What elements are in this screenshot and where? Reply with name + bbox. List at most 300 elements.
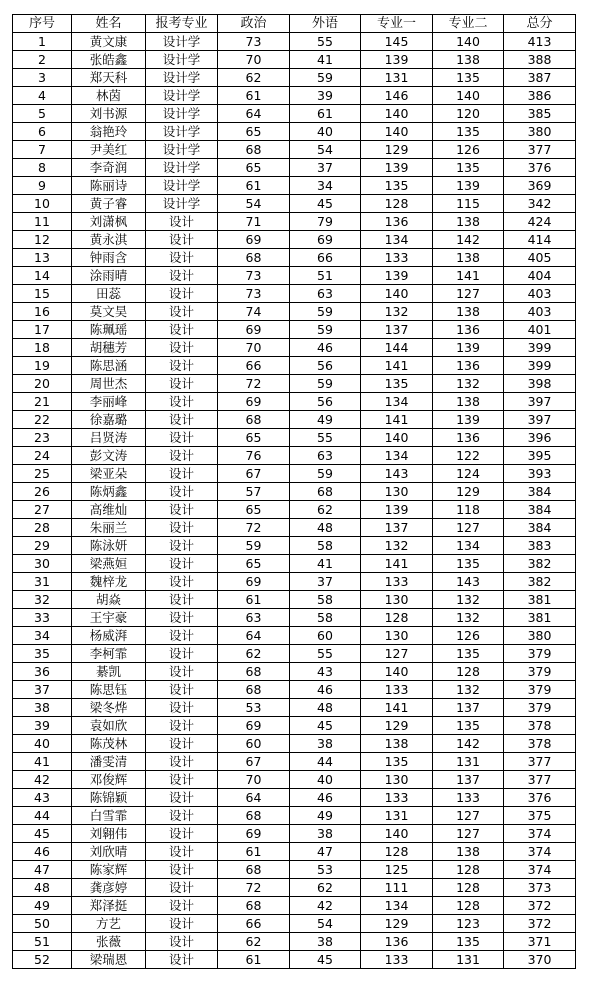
cell-total: 414 <box>504 231 576 249</box>
cell-politics: 74 <box>218 303 290 321</box>
cell-foreign-language: 55 <box>290 645 361 663</box>
cell-foreign-language: 44 <box>290 753 361 771</box>
cell-subject-two: 128 <box>433 879 504 897</box>
cell-major: 设计 <box>146 429 218 447</box>
cell-index: 20 <box>13 375 72 393</box>
cell-foreign-language: 46 <box>290 789 361 807</box>
table-row <box>13 285 576 303</box>
cell-subject-one: 128 <box>361 609 433 627</box>
cell-index: 5 <box>13 105 72 123</box>
cell-major: 设计 <box>146 663 218 681</box>
cell-major: 设计学 <box>146 69 218 87</box>
cell-foreign-language: 60 <box>290 627 361 645</box>
cell-index: 52 <box>13 951 72 969</box>
cell-major: 设计 <box>146 591 218 609</box>
cell-index: 26 <box>13 483 72 501</box>
cell-subject-one: 146 <box>361 87 433 105</box>
cell-politics: 65 <box>218 429 290 447</box>
cell-name: 陈泳妍 <box>72 537 146 555</box>
table-row <box>13 519 576 537</box>
cell-index: 23 <box>13 429 72 447</box>
cell-politics: 69 <box>218 573 290 591</box>
cell-foreign-language: 38 <box>290 735 361 753</box>
cell-name: 周世杰 <box>72 375 146 393</box>
cell-foreign-language: 41 <box>290 555 361 573</box>
cell-subject-one: 145 <box>361 33 433 51</box>
cell-major: 设计 <box>146 573 218 591</box>
cell-politics: 61 <box>218 177 290 195</box>
cell-major: 设计 <box>146 483 218 501</box>
cell-subject-one: 133 <box>361 951 433 969</box>
cell-foreign-language: 45 <box>290 195 361 213</box>
cell-subject-two: 140 <box>433 33 504 51</box>
cell-foreign-language: 40 <box>290 123 361 141</box>
cell-subject-one: 135 <box>361 177 433 195</box>
cell-name: 彭文涛 <box>72 447 146 465</box>
cell-politics: 67 <box>218 753 290 771</box>
cell-subject-one: 135 <box>361 753 433 771</box>
cell-name: 李奇润 <box>72 159 146 177</box>
cell-name: 龚彦婷 <box>72 879 146 897</box>
cell-foreign-language: 53 <box>290 861 361 879</box>
cell-major: 设计 <box>146 933 218 951</box>
cell-subject-two: 143 <box>433 573 504 591</box>
cell-subject-two: 135 <box>433 123 504 141</box>
cell-name: 陈丽诗 <box>72 177 146 195</box>
cell-subject-two: 138 <box>433 249 504 267</box>
cell-major: 设计学 <box>146 51 218 69</box>
cell-politics: 65 <box>218 501 290 519</box>
cell-total: 378 <box>504 717 576 735</box>
cell-subject-two: 128 <box>433 663 504 681</box>
table-row <box>13 249 576 267</box>
cell-politics: 61 <box>218 951 290 969</box>
cell-politics: 54 <box>218 195 290 213</box>
table-row <box>13 429 576 447</box>
cell-name: 王宇豪 <box>72 609 146 627</box>
cell-foreign-language: 48 <box>290 699 361 717</box>
cell-name: 郑天科 <box>72 69 146 87</box>
cell-index: 48 <box>13 879 72 897</box>
cell-index: 4 <box>13 87 72 105</box>
cell-subject-two: 139 <box>433 339 504 357</box>
cell-subject-one: 139 <box>361 51 433 69</box>
cell-name: 翁艳玲 <box>72 123 146 141</box>
table-row <box>13 789 576 807</box>
cell-name: 陈锦颖 <box>72 789 146 807</box>
cell-foreign-language: 59 <box>290 321 361 339</box>
cell-subject-two: 120 <box>433 105 504 123</box>
cell-foreign-language: 45 <box>290 951 361 969</box>
cell-foreign-language: 79 <box>290 213 361 231</box>
cell-foreign-language: 59 <box>290 465 361 483</box>
cell-name: 张皓鑫 <box>72 51 146 69</box>
cell-subject-two: 138 <box>433 51 504 69</box>
cell-politics: 65 <box>218 123 290 141</box>
cell-name: 李丽峰 <box>72 393 146 411</box>
cell-subject-two: 129 <box>433 483 504 501</box>
cell-foreign-language: 46 <box>290 339 361 357</box>
cell-major: 设计 <box>146 231 218 249</box>
cell-subject-two: 136 <box>433 321 504 339</box>
table-row <box>13 69 576 87</box>
cell-major: 设计 <box>146 303 218 321</box>
cell-major: 设计 <box>146 897 218 915</box>
cell-subject-two: 138 <box>433 303 504 321</box>
cell-subject-two: 127 <box>433 519 504 537</box>
cell-index: 39 <box>13 717 72 735</box>
cell-subject-two: 134 <box>433 537 504 555</box>
table-row <box>13 843 576 861</box>
cell-subject-one: 128 <box>361 843 433 861</box>
cell-total: 380 <box>504 123 576 141</box>
cell-foreign-language: 68 <box>290 483 361 501</box>
cell-subject-one: 140 <box>361 123 433 141</box>
cell-subject-one: 132 <box>361 537 433 555</box>
cell-subject-two: 127 <box>433 825 504 843</box>
cell-subject-one: 139 <box>361 501 433 519</box>
cell-politics: 62 <box>218 933 290 951</box>
table-row <box>13 951 576 969</box>
cell-foreign-language: 37 <box>290 159 361 177</box>
cell-major: 设计 <box>146 501 218 519</box>
cell-politics: 72 <box>218 375 290 393</box>
cell-foreign-language: 45 <box>290 717 361 735</box>
cell-index: 28 <box>13 519 72 537</box>
header-subject-two: 专业二 <box>433 15 504 33</box>
cell-major: 设计 <box>146 771 218 789</box>
cell-subject-one: 140 <box>361 285 433 303</box>
table-row <box>13 555 576 573</box>
cell-total: 399 <box>504 357 576 375</box>
cell-name: 莫文昊 <box>72 303 146 321</box>
cell-politics: 53 <box>218 699 290 717</box>
cell-subject-two: 141 <box>433 267 504 285</box>
table-row <box>13 879 576 897</box>
cell-politics: 70 <box>218 771 290 789</box>
table-row <box>13 105 576 123</box>
table-row <box>13 447 576 465</box>
cell-total: 374 <box>504 843 576 861</box>
cell-foreign-language: 47 <box>290 843 361 861</box>
cell-subject-one: 138 <box>361 735 433 753</box>
cell-total: 395 <box>504 447 576 465</box>
cell-subject-one: 127 <box>361 645 433 663</box>
cell-foreign-language: 51 <box>290 267 361 285</box>
cell-name: 綦凯 <box>72 663 146 681</box>
cell-index: 9 <box>13 177 72 195</box>
cell-politics: 70 <box>218 51 290 69</box>
table-row <box>13 465 576 483</box>
cell-index: 25 <box>13 465 72 483</box>
cell-name: 陈思钰 <box>72 681 146 699</box>
cell-politics: 67 <box>218 465 290 483</box>
cell-politics: 65 <box>218 159 290 177</box>
cell-index: 33 <box>13 609 72 627</box>
cell-total: 379 <box>504 681 576 699</box>
cell-total: 384 <box>504 501 576 519</box>
cell-index: 51 <box>13 933 72 951</box>
cell-subject-two: 138 <box>433 393 504 411</box>
cell-subject-two: 132 <box>433 591 504 609</box>
cell-total: 384 <box>504 519 576 537</box>
cell-total: 386 <box>504 87 576 105</box>
cell-index: 35 <box>13 645 72 663</box>
table-body <box>13 33 576 969</box>
cell-major: 设计 <box>146 411 218 429</box>
cell-total: 381 <box>504 609 576 627</box>
cell-index: 36 <box>13 663 72 681</box>
cell-subject-two: 118 <box>433 501 504 519</box>
cell-name: 梁冬烨 <box>72 699 146 717</box>
cell-name: 陈珮瑶 <box>72 321 146 339</box>
cell-politics: 68 <box>218 681 290 699</box>
cell-politics: 63 <box>218 609 290 627</box>
cell-politics: 68 <box>218 663 290 681</box>
cell-index: 13 <box>13 249 72 267</box>
cell-subject-two: 123 <box>433 915 504 933</box>
table-row <box>13 609 576 627</box>
cell-subject-one: 131 <box>361 69 433 87</box>
table-row <box>13 663 576 681</box>
table-row <box>13 915 576 933</box>
cell-politics: 73 <box>218 267 290 285</box>
table-row <box>13 375 576 393</box>
cell-major: 设计学 <box>146 33 218 51</box>
cell-name: 黄永淇 <box>72 231 146 249</box>
cell-total: 380 <box>504 627 576 645</box>
cell-total: 404 <box>504 267 576 285</box>
table-row <box>13 339 576 357</box>
table-row <box>13 51 576 69</box>
header-foreign-language: 外语 <box>290 15 361 33</box>
cell-name: 吕贤涛 <box>72 429 146 447</box>
cell-total: 379 <box>504 699 576 717</box>
cell-total: 372 <box>504 915 576 933</box>
cell-total: 377 <box>504 753 576 771</box>
cell-politics: 68 <box>218 249 290 267</box>
cell-subject-one: 144 <box>361 339 433 357</box>
cell-foreign-language: 63 <box>290 447 361 465</box>
cell-foreign-language: 41 <box>290 51 361 69</box>
table-row <box>13 231 576 249</box>
cell-subject-one: 133 <box>361 573 433 591</box>
cell-foreign-language: 62 <box>290 501 361 519</box>
cell-subject-one: 139 <box>361 267 433 285</box>
cell-subject-one: 143 <box>361 465 433 483</box>
cell-major: 设计学 <box>146 87 218 105</box>
cell-politics: 57 <box>218 483 290 501</box>
table-row <box>13 591 576 609</box>
cell-major: 设计 <box>146 681 218 699</box>
cell-name: 高维灿 <box>72 501 146 519</box>
cell-major: 设计 <box>146 843 218 861</box>
cell-index: 37 <box>13 681 72 699</box>
cell-politics: 70 <box>218 339 290 357</box>
cell-major: 设计 <box>146 789 218 807</box>
cell-foreign-language: 66 <box>290 249 361 267</box>
cell-subject-one: 141 <box>361 357 433 375</box>
cell-name: 袁如欣 <box>72 717 146 735</box>
cell-major: 设计 <box>146 465 218 483</box>
header-subject-one: 专业一 <box>361 15 433 33</box>
cell-major: 设计学 <box>146 159 218 177</box>
cell-index: 21 <box>13 393 72 411</box>
cell-subject-two: 138 <box>433 213 504 231</box>
cell-subject-two: 136 <box>433 357 504 375</box>
cell-major: 设计 <box>146 735 218 753</box>
cell-subject-one: 130 <box>361 591 433 609</box>
cell-foreign-language: 48 <box>290 519 361 537</box>
cell-total: 377 <box>504 771 576 789</box>
cell-total: 372 <box>504 897 576 915</box>
table-row <box>13 825 576 843</box>
cell-politics: 68 <box>218 897 290 915</box>
cell-subject-two: 132 <box>433 609 504 627</box>
cell-index: 29 <box>13 537 72 555</box>
cell-name: 张薇 <box>72 933 146 951</box>
cell-subject-two: 137 <box>433 771 504 789</box>
cell-foreign-language: 69 <box>290 231 361 249</box>
cell-major: 设计 <box>146 717 218 735</box>
table-row <box>13 681 576 699</box>
header-politics: 政治 <box>218 15 290 33</box>
cell-major: 设计 <box>146 447 218 465</box>
cell-subject-two: 127 <box>433 285 504 303</box>
cell-index: 38 <box>13 699 72 717</box>
cell-subject-one: 137 <box>361 321 433 339</box>
cell-total: 379 <box>504 663 576 681</box>
cell-total: 373 <box>504 879 576 897</box>
table-row <box>13 141 576 159</box>
cell-foreign-language: 58 <box>290 591 361 609</box>
cell-subject-one: 133 <box>361 789 433 807</box>
cell-name: 朱丽兰 <box>72 519 146 537</box>
table-row <box>13 393 576 411</box>
cell-name: 钟雨含 <box>72 249 146 267</box>
cell-major: 设计 <box>146 537 218 555</box>
cell-total: 371 <box>504 933 576 951</box>
cell-politics: 72 <box>218 519 290 537</box>
cell-subject-one: 141 <box>361 555 433 573</box>
cell-subject-two: 133 <box>433 789 504 807</box>
cell-foreign-language: 59 <box>290 375 361 393</box>
cell-major: 设计 <box>146 627 218 645</box>
cell-name: 林茵 <box>72 87 146 105</box>
cell-foreign-language: 61 <box>290 105 361 123</box>
cell-subject-one: 132 <box>361 303 433 321</box>
cell-politics: 65 <box>218 555 290 573</box>
cell-index: 40 <box>13 735 72 753</box>
cell-subject-one: 130 <box>361 627 433 645</box>
cell-name: 白雪霏 <box>72 807 146 825</box>
cell-foreign-language: 58 <box>290 537 361 555</box>
cell-name: 陈思涵 <box>72 357 146 375</box>
cell-index: 6 <box>13 123 72 141</box>
header-major: 报考专业 <box>146 15 218 33</box>
cell-major: 设计 <box>146 951 218 969</box>
cell-subject-two: 135 <box>433 555 504 573</box>
header-index: 序号 <box>13 15 72 33</box>
table-row <box>13 411 576 429</box>
cell-subject-two: 135 <box>433 159 504 177</box>
table-row <box>13 33 576 51</box>
cell-index: 16 <box>13 303 72 321</box>
cell-foreign-language: 34 <box>290 177 361 195</box>
cell-subject-one: 134 <box>361 393 433 411</box>
cell-politics: 71 <box>218 213 290 231</box>
cell-politics: 68 <box>218 141 290 159</box>
cell-total: 375 <box>504 807 576 825</box>
cell-foreign-language: 56 <box>290 357 361 375</box>
cell-foreign-language: 39 <box>290 87 361 105</box>
cell-total: 397 <box>504 411 576 429</box>
cell-subject-two: 139 <box>433 411 504 429</box>
cell-subject-one: 125 <box>361 861 433 879</box>
cell-subject-one: 136 <box>361 933 433 951</box>
table-row <box>13 483 576 501</box>
cell-foreign-language: 59 <box>290 69 361 87</box>
table-row <box>13 123 576 141</box>
cell-foreign-language: 55 <box>290 429 361 447</box>
header-name: 姓名 <box>72 15 146 33</box>
cell-index: 30 <box>13 555 72 573</box>
cell-subject-one: 111 <box>361 879 433 897</box>
cell-name: 陈家辉 <box>72 861 146 879</box>
cell-name: 田蕊 <box>72 285 146 303</box>
table-row <box>13 861 576 879</box>
cell-foreign-language: 54 <box>290 915 361 933</box>
table-row <box>13 159 576 177</box>
cell-major: 设计学 <box>146 123 218 141</box>
cell-index: 43 <box>13 789 72 807</box>
cell-politics: 61 <box>218 591 290 609</box>
cell-subject-two: 131 <box>433 951 504 969</box>
cell-major: 设计 <box>146 519 218 537</box>
cell-major: 设计 <box>146 213 218 231</box>
cell-foreign-language: 46 <box>290 681 361 699</box>
cell-foreign-language: 63 <box>290 285 361 303</box>
header-total: 总分 <box>504 15 576 33</box>
cell-subject-two: 127 <box>433 807 504 825</box>
cell-total: 377 <box>504 141 576 159</box>
table-row <box>13 645 576 663</box>
table-row <box>13 303 576 321</box>
cell-total: 403 <box>504 285 576 303</box>
cell-index: 8 <box>13 159 72 177</box>
cell-total: 424 <box>504 213 576 231</box>
cell-major: 设计 <box>146 879 218 897</box>
cell-total: 398 <box>504 375 576 393</box>
cell-total: 387 <box>504 69 576 87</box>
cell-foreign-language: 37 <box>290 573 361 591</box>
cell-subject-one: 140 <box>361 105 433 123</box>
cell-foreign-language: 62 <box>290 879 361 897</box>
cell-politics: 61 <box>218 843 290 861</box>
cell-name: 方艺 <box>72 915 146 933</box>
cell-subject-one: 140 <box>361 429 433 447</box>
cell-subject-two: 135 <box>433 933 504 951</box>
table-row <box>13 501 576 519</box>
cell-foreign-language: 49 <box>290 807 361 825</box>
cell-subject-two: 126 <box>433 141 504 159</box>
cell-subject-two: 131 <box>433 753 504 771</box>
cell-index: 2 <box>13 51 72 69</box>
cell-major: 设计 <box>146 357 218 375</box>
cell-total: 370 <box>504 951 576 969</box>
cell-politics: 69 <box>218 825 290 843</box>
cell-major: 设计 <box>146 609 218 627</box>
